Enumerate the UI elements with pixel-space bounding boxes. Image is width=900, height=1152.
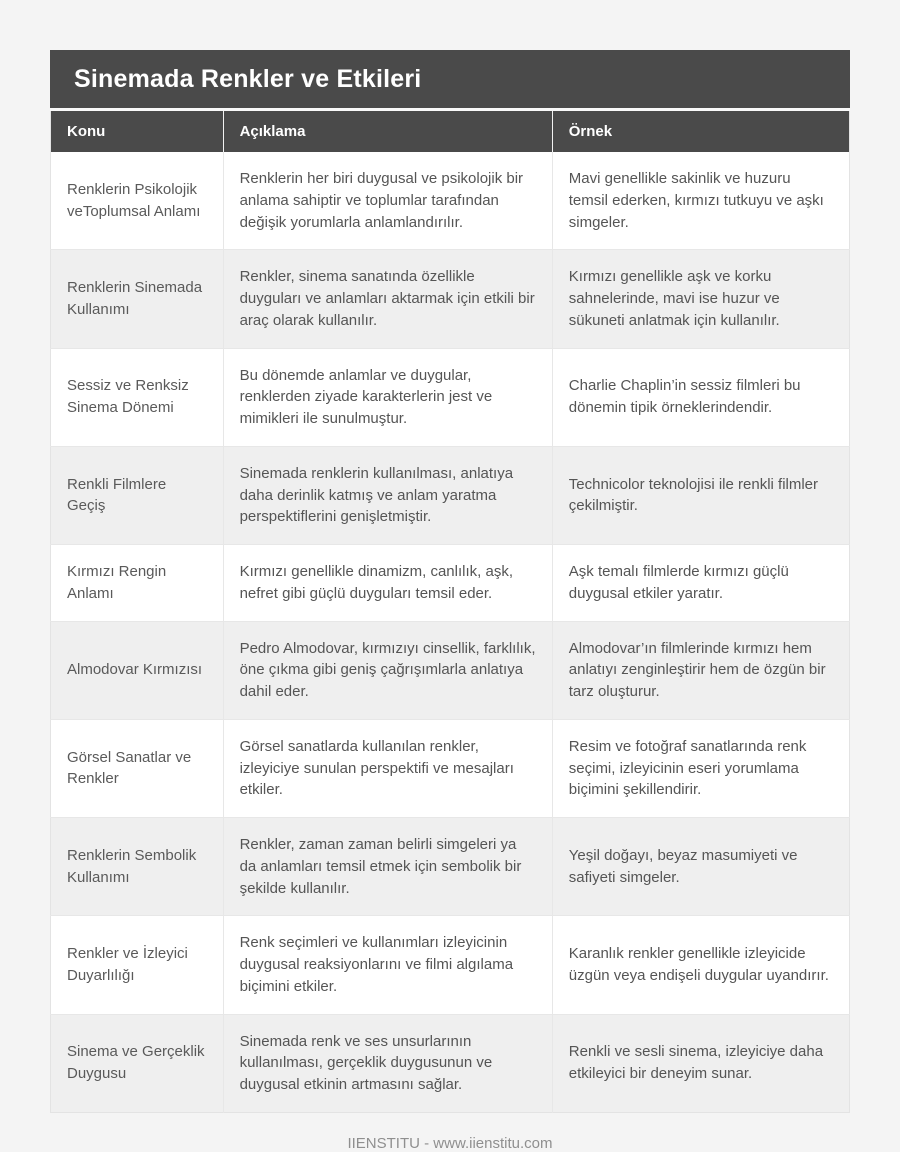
cell-aciklama: Sinemada renk ve ses unsurlarının kullanılması, gerçeklik duygusunun ve duygusal etkinin artmasını sağlar. xyxy=(223,1014,552,1112)
table-row xyxy=(51,1014,850,1112)
cell-ornek: Yeşil doğayı, beyaz masumiyeti ve safiyeti simgeler. xyxy=(552,818,849,916)
cell-ornek: Renkli ve sesli sinema, izleyiciye daha etkileyici bir deneyim sunar. xyxy=(552,1014,849,1112)
table-row xyxy=(51,152,850,250)
table-row xyxy=(51,446,850,544)
cell-konu: Görsel Sanatlar ve Renkler xyxy=(51,719,224,817)
cell-ornek: Resim ve fotoğraf sanatlarında renk seçimi, izleyicinin eseri yorumlama biçimini şekillendirir. xyxy=(552,719,849,817)
document-container xyxy=(50,0,850,1152)
cell-aciklama: Görsel sanatlarda kullanılan renkler, izleyiciye sunulan perspektifi ve mesajları etkiler. xyxy=(223,719,552,817)
cell-ornek: Aşk temalı filmlerde kırmızı güçlü duygusal etkiler yaratır. xyxy=(552,545,849,622)
cell-konu: Kırmızı Rengin Anlamı xyxy=(51,545,224,622)
cell-aciklama: Renkler, sinema sanatında özellikle duyguları ve anlamları aktarmak için etkili bir araç olarak kullanılır. xyxy=(223,250,552,348)
column-header-ornek: Örnek xyxy=(552,111,849,152)
cell-konu: Renklerin Psikolojik veToplumsal Anlamı xyxy=(67,180,201,220)
cell-konu: Renklerin Sembolik Kullanımı xyxy=(51,818,224,916)
cell-ornek: Karanlık renkler genellikle izleyicide üzgün veya endişeli duygular uyandırır. xyxy=(552,916,849,1014)
column-header-aciklama: Açıklama xyxy=(223,111,552,152)
table-row xyxy=(51,250,850,348)
cell-konu: Renkli Filmlere Geçiş xyxy=(51,446,224,544)
cell-aciklama: Sinemada renklerin kullanılması, anlatıya daha derinlik katmış ve anlam yaratma perspektiflerini genişletmiştir. xyxy=(223,446,552,544)
cell-aciklama: Bu dönemde anlamlar ve duygular, renklerden ziyade karakterlerin jest ve mimikleri ile sunulmuştur. xyxy=(223,348,552,446)
cell-konu: Sessiz ve Renksiz Sinema Dönemi xyxy=(51,348,224,446)
cell-aciklama: Renk seçimleri ve kullanımları izleyicinin duygusal reaksiyonlarını ve filmi algılama biçimini etkiler. xyxy=(223,916,552,1014)
table-row xyxy=(51,719,850,817)
table-row xyxy=(51,818,850,916)
footer-credit: IIENSTITU - www.iienstitu.com xyxy=(347,1134,553,1152)
cell-konu: Sinema ve Gerçeklik Duygusu xyxy=(51,1014,224,1112)
colors-effects-table xyxy=(50,111,850,1113)
cell-ornek: Kırmızı genellikle aşk ve korku sahnelerinde, mavi ise huzur ve sükuneti anlatmak için kullanılır. xyxy=(552,250,849,348)
cell-ornek: Charlie Chaplin’in sessiz filmleri bu dönemin tipik örneklerindendir. xyxy=(552,348,849,446)
cell-konu: Renkler ve İzleyici Duyarlılığı xyxy=(51,916,224,1014)
cell-ornek: Mavi genellikle sakinlik ve huzuru temsil ederken, kırmızı tutkuyu ve aşkı simgeler. xyxy=(552,152,849,250)
cell-aciklama: Pedro Almodovar, kırmızıyı cinsellik, farklılık, öne çıkma gibi geniş çağrışımlarla anlatıya dahil eder. xyxy=(223,621,552,719)
cell-ornek: Almodovar’ın filmlerinde kırmızı hem anlatıyı zenginleştirir hem de özgün bir tarz oluşturur. xyxy=(552,621,849,719)
table-row xyxy=(51,545,850,622)
table-row xyxy=(51,621,850,719)
table-header xyxy=(51,111,850,152)
cell-aciklama: Renkler, zaman zaman belirli simgeleri ya da anlamları temsil etmek için sembolik bir şekilde kullanılır. xyxy=(223,818,552,916)
table-row xyxy=(51,348,850,446)
cell-konu: Renklerin Sinemada Kullanımı xyxy=(51,250,224,348)
column-header-konu: Konu xyxy=(51,111,224,152)
cell-konu: Almodovar Kırmızısı xyxy=(51,621,224,719)
page-title: Sinemada Renkler ve Etkileri xyxy=(50,50,850,111)
cell-aciklama: Kırmızı genellikle dinamizm, canlılık, aşk, nefret gibi güçlü duyguları temsil eder. xyxy=(223,545,552,622)
table-body xyxy=(51,152,850,1112)
table-row xyxy=(51,916,850,1014)
cell-aciklama: Renklerin her biri duygusal ve psikolojik bir anlama sahiptir ve toplumlar tarafından değişik yorumlarla anlamlandırılır. xyxy=(223,152,552,250)
cell-ornek: Technicolor teknolojisi ile renkli filmler çekilmiştir. xyxy=(552,446,849,544)
